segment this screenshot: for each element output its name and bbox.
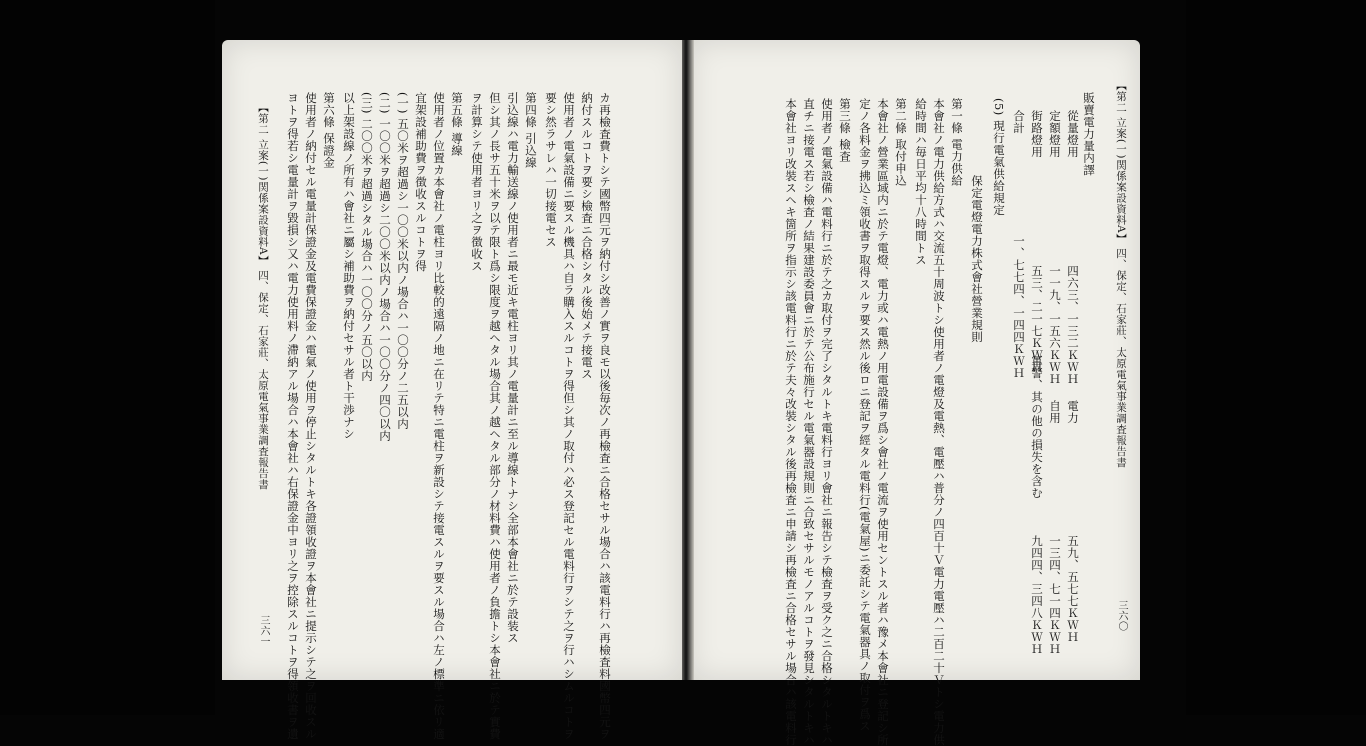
article-2-line: 本會社ノ營業區域内ニ於テ電燈、電力或ハ電熱ノ用電設備ヲ爲シ會社ノ電流ヲ使用セントスル者ハ豫メ本會社ニ登記シ所	[876, 98, 890, 746]
breakdown-label: 定額燈用	[1048, 110, 1062, 158]
breakdown-label: 從量燈用	[1066, 110, 1080, 158]
breakdown-value: 一一九、一五六ＫＷＨ	[1048, 265, 1062, 385]
article-3-continued-line: 使用者ノ電氣設備ニ要スル機具ハ自ラ購入スルコトヲ得但シ其ノ取付ハ必ス登記セル電料行ヲシテ之ヲ行ハシムルコトヲ	[562, 92, 576, 740]
breakdown-title: 販賣電力量内譯	[1082, 92, 1096, 176]
article-3-continued-line: カ再檢査費トシテ國幣四元ヲ納付シ改善ノ實ヲ良モ以後毎次ノ再檢査ニ合格セサル場合ハ該電料行ハ再檢査料國幣四元ヲ	[598, 92, 612, 740]
scan-margin-left	[0, 0, 215, 715]
article-3-continued-line: 納付スルコトヲ要シ檢査ニ合格シタル後始メテ接電ス	[580, 92, 594, 380]
article-5-heading: 第五條 導線	[450, 92, 464, 157]
scan-margin-right	[1186, 0, 1366, 715]
article-4-line: 引込線ハ電力輸送線ノ使用者ニ最モ近キ電柱ヨリ其ノ電量計ニ至ル導線トナシ全部本會社ニ於テ設装ス	[506, 92, 520, 644]
article-5-line: 宜架設補助費ヲ徴收スルコトヲ得	[414, 92, 428, 272]
article-5-line: (三) 二〇〇米ヲ超過シタル場合ハ一〇〇分ノ五〇以内	[360, 92, 374, 383]
article-5-line: 以上架設線ノ所有ハ會社ニ屬シ補助費ヲ納付セサル者ト干渉ナシ	[342, 92, 356, 440]
article-5-line: (一) 五〇米ヲ超過シ一〇〇米以内ノ場合ハ一〇〇分ノ二五以内	[396, 92, 410, 431]
article-4-line: ヲ計算シテ使用者ヨリ之ヲ徴收ス	[470, 92, 484, 272]
article-3-line: 本會社ヨリ改裝スヘキ箇所ヲ指示シ該電料行ニ於テ夫々改裝シタル後再檢査ニ申請シ再檢査ニ合格セサル場合ハ該電料行	[784, 98, 798, 746]
article-5-line: (二) 一〇〇米ヲ超過シ二〇〇米以内ノ場合ハ一〇〇分ノ四〇以内	[378, 92, 392, 443]
breakdown-label-2: 軍警、其の他の損失を含む	[1030, 355, 1044, 499]
article-4-line: 但シ其ノ長サ五十米ヲ以テ限ト爲シ限度ヲ越ヘタル場合其ノ越ヘタル部分ノ材料費ハ使用者ノ負擔トシ本會社ニ於テ實費	[488, 92, 502, 740]
article-5-line: 使用者ノ位置カ本會社ノ電柱ヨリ比較的遠隔ノ地ニ在リテ特ニ電柱ヲ新設シテ接電スルヲ要スル場合ハ左ノ標準ニ依リ適	[432, 92, 446, 740]
breakdown-label: 街路燈用	[1030, 110, 1044, 158]
left-page-number: 三六一	[258, 615, 269, 647]
breakdown-label-2: 自用	[1048, 400, 1062, 424]
breakdown-value-2: 一三四、七一四ＫＷＨ	[1048, 535, 1062, 655]
left-page	[222, 40, 682, 740]
right-page-header: 【第二 立案(一)関係案設資料A】 四、保定、石家莊、太原電氣事業調査報告書	[1115, 80, 1127, 468]
article-1-heading: 第一條 電力供給	[950, 98, 964, 187]
breakdown-label-2: 電力	[1066, 400, 1080, 424]
section-5-title: (5) 現行電氣供給規定	[992, 98, 1006, 216]
rules-title: 保定電燈電力株式會社營業規則	[970, 175, 984, 343]
breakdown-value: 四六三、一三二ＫＷＨ	[1066, 265, 1080, 385]
breakdown-value-2: 九四四、三四八ＫＷＨ	[1030, 535, 1044, 655]
article-3-line: 使用者ノ電氣設備ハ電料行ニ於テ之カ取付ヲ完了シタルトキ電料行ヨリ會社ニ報告シテ檢査ヲ受ク之ニ合格シタルトキハ	[820, 98, 834, 746]
article-3-continued-line: 要シ然ラサレハ一切接電セス	[544, 92, 558, 248]
article-1-line: 本會社ノ電力供給方式ハ交流五十周波トシ使用者ノ電燈及電熱、電壓ハ普分ノ四百十Ｖ電力電壓ハ二百二十Ｖトシ電力供	[932, 98, 946, 746]
right-page	[690, 40, 1140, 746]
article-6-heading: 第六條 保證金	[322, 92, 336, 169]
right-page-number: 三六〇	[1116, 600, 1127, 632]
breakdown-value: 五三、二一七ＫＷＨ	[1030, 265, 1044, 373]
article-2-heading: 第二條 取付申込	[894, 98, 908, 187]
article-6-line: ヨトヲ得若シ電量計ヲ毀損シ又ハ電力使用料ノ滯納アル場合ハ本會社ハ右保證金中ヨリ之ヲ控除スルコトヲ得領收書ヲ遺	[286, 92, 300, 740]
breakdown-value-2: 五九、五七七ＫＷＨ	[1066, 535, 1080, 643]
breakdown-label: 合計	[1012, 110, 1026, 134]
article-3-heading: 第三條 檢査	[838, 98, 852, 163]
article-6-line: 使用者ノ納付セル電量計保證金及電費保證金ハ電氣ノ使用ヲ停止シタルトキ各證領收證ヲ本會社ニ提示シテ之ヲ回收スル	[304, 92, 318, 740]
left-page-footer-title: 【第二 立案(一)関係案設資料A】 四、保定、石家莊、太原電氣事業調査報告書	[257, 102, 269, 490]
article-3-line: 直チニ接電ス若シ檢査ノ結果建設委員會ニ於テ公布施行セル電氣器設規則ニ合致セサルモノアルコトヲ發見シタルトキハ	[802, 98, 816, 746]
article-2-line: 定ノ各料金ヲ拂込ミ領收書ヲ取得スルヲ要ス然ル後ロニ登記ヲ經タル電料行(電氣屋)ニ委託シテ電氣器具ノ取付ヲ爲ス	[858, 98, 872, 732]
breakdown-value: 一、七七四、一四四ＫＷＨ	[1012, 235, 1026, 379]
article-1-line: 給時間ハ毎日平均十八時間トス	[914, 98, 928, 266]
article-4-heading: 第四條 引込線	[524, 92, 538, 169]
